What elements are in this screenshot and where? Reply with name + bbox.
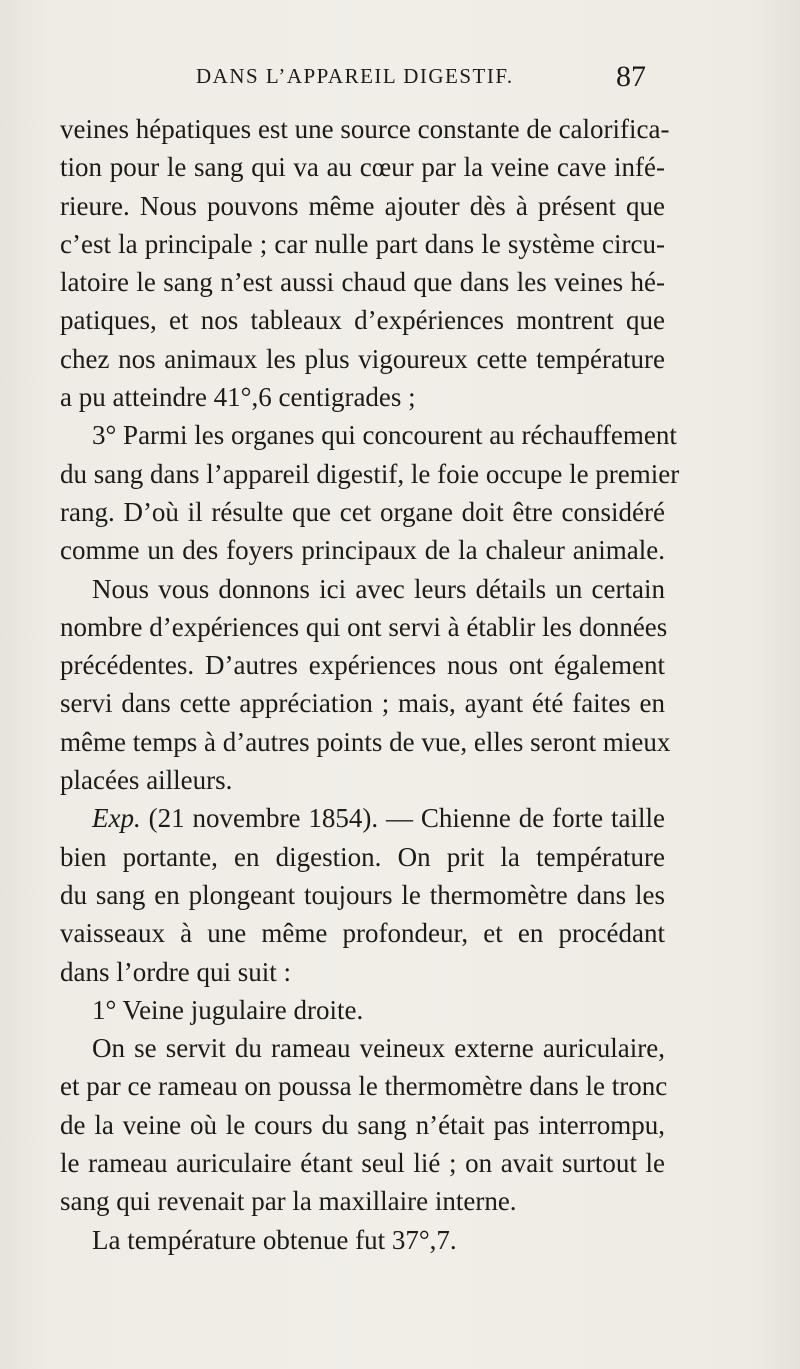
text-line: veines hépatiques est une source constante de calorifica- [60, 114, 670, 144]
text-line: placées ailleurs. [60, 765, 233, 796]
text-line: bien portante, en digestion. On prit la température [60, 841, 665, 872]
experiment-label: Exp. [92, 803, 141, 834]
text-line: et par ce rameau on poussa le thermomètre dans le tronc [60, 1071, 668, 1102]
running-title: DANS L’APPAREIL DIGESTIF. [196, 64, 514, 88]
text-line: servi dans cette appréciation ; mais, ayant été faites en [60, 688, 665, 719]
text-line: a pu atteindre 41°,6 centigrades ; [60, 382, 416, 413]
text-line: de la veine où le cours du sang n’était pas interrompu, [60, 1109, 665, 1140]
text-line: rang. D’où il résulte que cet organe doit être considéré [60, 496, 665, 527]
text-line: nombre d’expériences qui ont servi à établir les données [60, 611, 668, 642]
text-line: sang qui revenait par la maxillaire interne. [60, 1186, 517, 1217]
text-line: chez nos animaux les plus vigoureux cette température [60, 343, 665, 374]
text-line: comme un des foyers principaux de la chaleur animale. [60, 535, 665, 566]
text-line: même temps à d’autres points de vue, elles seront mieux [60, 726, 671, 757]
experiment-text: (21 novembre 1854). — Chienne de forte taille [148, 803, 665, 834]
text-line: 1° Veine jugulaire droite. [92, 994, 364, 1025]
text-line: du sang en plongeant toujours le thermomètre dans les [60, 879, 665, 910]
text-line: 3° Parmi les organes qui concourent au réchauffement [92, 420, 677, 451]
text-line: du sang dans l’appareil digestif, le foie occupe le premier [60, 458, 680, 489]
text-line: le rameau auriculaire étant seul lié ; on avait surtout le [60, 1148, 665, 1179]
text-line: c’est la principale ; car nulle part dans le système circu- [60, 228, 665, 259]
text-line: précédentes. D’autres expériences nous ont également [60, 650, 665, 681]
body-text [60, 110, 680, 1259]
text-line: rieure. Nous pouvons même ajouter dès à présent que [60, 190, 665, 221]
text-line: latoire le sang n’est aussi chaud que dans les veines hé- [60, 267, 665, 298]
experiment-line [60, 799, 665, 837]
text-line: On se servit du rameau veineux externe auriculaire, [92, 1033, 665, 1064]
text-line: La température obtenue fut 37°,7. [92, 1224, 457, 1255]
text-line: Nous vous donnons ici avec leurs détails un certain [92, 573, 665, 604]
text-line: tion pour le sang qui va au cœur par la veine cave infé- [60, 152, 665, 183]
text-line: dans l’ordre qui suit : [60, 956, 291, 987]
text-line: patiques, et nos tableaux d’expériences montrent que [60, 305, 665, 336]
running-header [196, 60, 646, 96]
page-number: 87 [616, 60, 646, 93]
text-line: vaisseaux à une même profondeur, et en procédant [60, 918, 665, 949]
